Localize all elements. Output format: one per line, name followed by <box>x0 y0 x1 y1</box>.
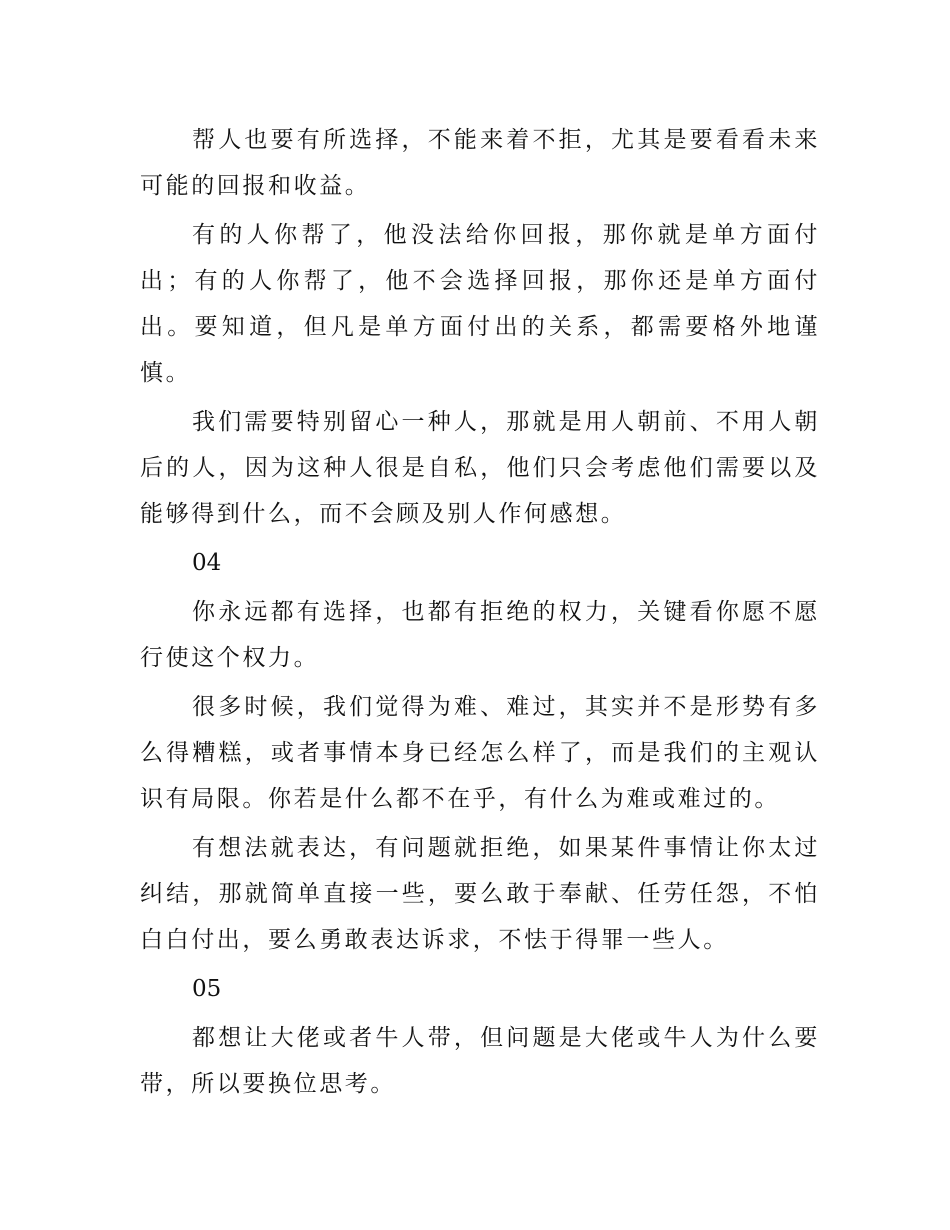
section-number-04: 04 <box>192 550 222 576</box>
paragraph-helping-choice: 帮人也要有所选择，不能来着不拒，尤其是要看看未来可能的回报和收益。 <box>140 127 820 199</box>
paragraph-right-to-refuse: 你永远都有选择，也都有拒绝的权力，关键看你愿不愿行使这个权力。 <box>140 599 820 671</box>
paragraph-express-or-refuse: 有想法就表达，有问题就拒绝，如果某件事情让你太过纠结，那就简单直接一些，要么敢于奉献、任劳任怨，不怕白白付出，要么勇敢表达诉求，不怯于得罪一些人。 <box>140 835 820 953</box>
paragraph-selfish-people: 我们需要特别留心一种人，那就是用人朝前、不用人朝后的人，因为这种人很是自私，他们只会考虑他们需要以及能够得到什么，而不会顾及别人作何感想。 <box>140 409 820 527</box>
section-number-05: 05 <box>192 976 222 1002</box>
paragraph-subjective-limits: 很多时候，我们觉得为难、难过，其实并不是形势有多么得糟糕，或者事情本身已经怎么样了，而是我们的主观认识有局限。你若是什么都不在乎，有什么为难或难过的。 <box>140 694 820 812</box>
paragraph-one-sided-giving: 有的人你帮了，他没法给你回报，那你就是单方面付出；有的人你帮了，他不会选择回报，那你还是单方面付出。要知道，但凡是单方面付出的关系，都需要格外地谨慎。 <box>140 222 820 386</box>
document-body <box>140 117 820 1110</box>
paragraph-mentor-perspective: 都想让大佬或者牛人带，但问题是大佬或牛人为什么要带，所以要换位思考。 <box>140 1025 820 1097</box>
